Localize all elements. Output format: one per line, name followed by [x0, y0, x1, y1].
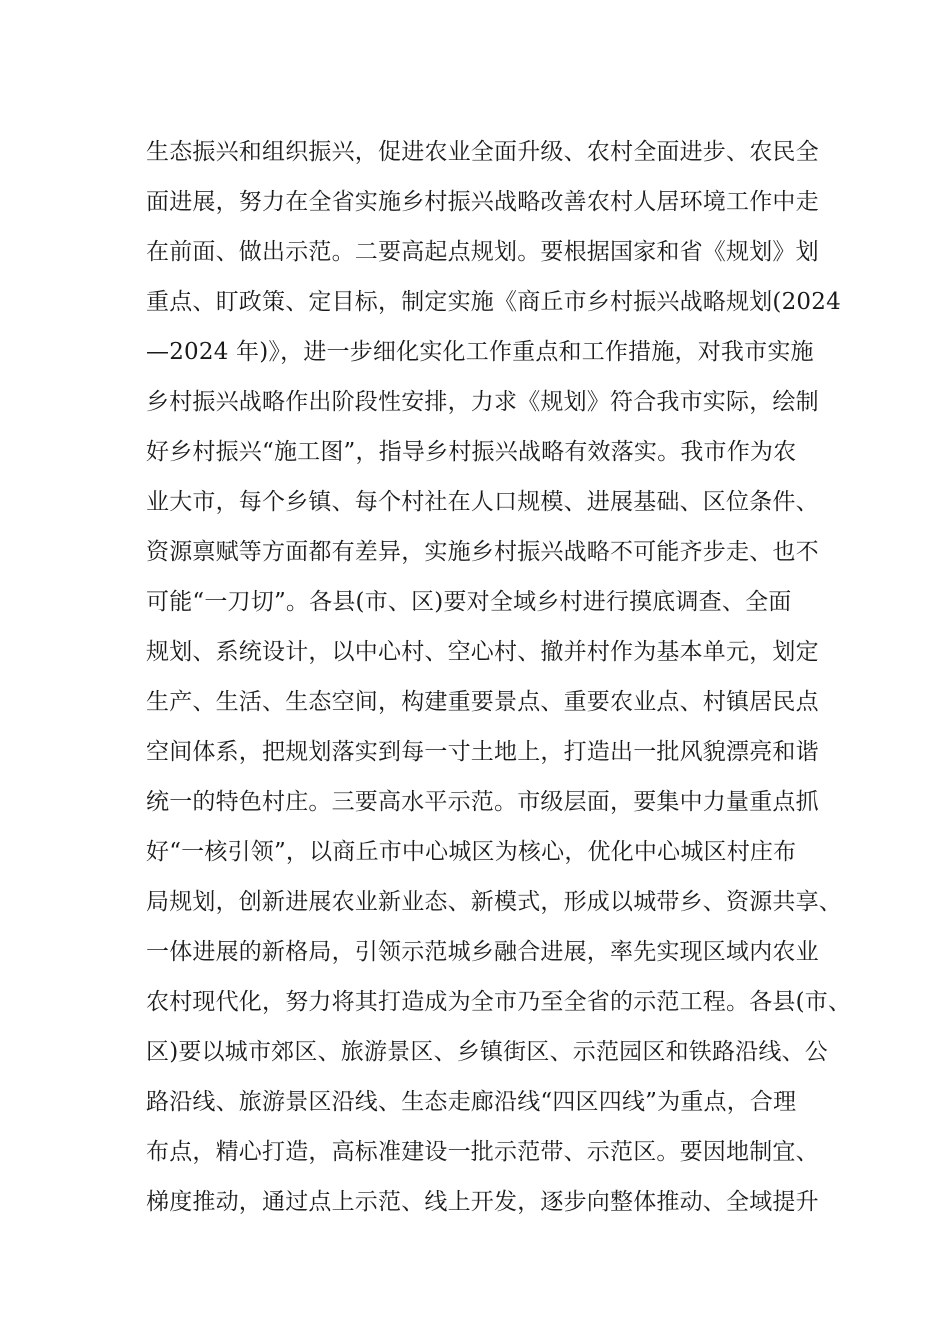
- text-line-16: 局规划，创新进展农业新业态、新模式，形成以城带乡、资源共享、: [146, 889, 842, 915]
- text-line-11: 规划、系统设计，以中心村、空心村、撤并村作为基本单元，划定: [146, 639, 819, 665]
- text-line-5: —2024 年)》，进一步细化实化工作重点和工作措施，对我市实施: [146, 339, 814, 365]
- text-line-20: 路沿线、旅游景区沿线、生态走廊沿线“四区四线”为重点，合理: [146, 1089, 797, 1115]
- text-line-18: 农村现代化，努力将其打造成为全市乃至全省的示范工程。各县(市、: [146, 989, 852, 1015]
- text-line-19: 区)要以城市郊区、旅游景区、乡镇街区、示范园区和铁路沿线、公: [146, 1039, 828, 1065]
- text-line-4: 重点、盯政策、定目标，制定实施《商丘市乡村振兴战略规划(2024: [146, 289, 841, 315]
- text-line-3: 在前面、做出示范。二要高起点规划。要根据国家和省《规划》划: [146, 239, 819, 265]
- text-line-15: 好“一核引领”，以商丘市中心城区为核心，优化中心城区村庄布: [146, 839, 797, 865]
- text-line-9: 资源禀赋等方面都有差异，实施乡村振兴战略不可能齐步走、也不: [146, 539, 819, 565]
- body-paragraph: [146, 127, 852, 1227]
- text-line-8: 业大市，每个乡镇、每个村社在人口规模、进展基础、区位条件、: [146, 489, 819, 515]
- text-line-7: 好乡村振兴“施工图”，指导乡村振兴战略有效落实。我市作为农: [146, 439, 797, 465]
- text-line-14: 统一的特色村庄。三要高水平示范。市级层面，要集中力量重点抓: [146, 789, 819, 815]
- text-line-21: 布点，精心打造，高标准建设一批示范带、示范区。要因地制宜、: [146, 1139, 819, 1165]
- text-line-12: 生产、生活、生态空间，构建重要景点、重要农业点、村镇居民点: [146, 689, 819, 715]
- text-line-13: 空间体系，把规划落实到每一寸土地上，打造出一批风貌漂亮和谐: [146, 739, 819, 765]
- text-line-17: 一体进展的新格局，引领示范城乡融合进展，率先实现区域内农业: [146, 939, 819, 965]
- text-line-6: 乡村振兴战略作出阶段性安排，力求《规划》符合我市实际，绘制: [146, 389, 819, 415]
- text-line-22: 梯度推动，通过点上示范、线上开发，逐步向整体推动、全域提升: [146, 1189, 819, 1215]
- text-line-1: 生态振兴和组织振兴，促进农业全面升级、农村全面进步、农民全: [146, 139, 819, 165]
- text-line-2: 面进展，努力在全省实施乡村振兴战略改善农村人居环境工作中走: [146, 189, 819, 215]
- text-line-10: 可能“一刀切”。各县(市、区)要对全域乡村进行摸底调查、全面: [146, 589, 792, 615]
